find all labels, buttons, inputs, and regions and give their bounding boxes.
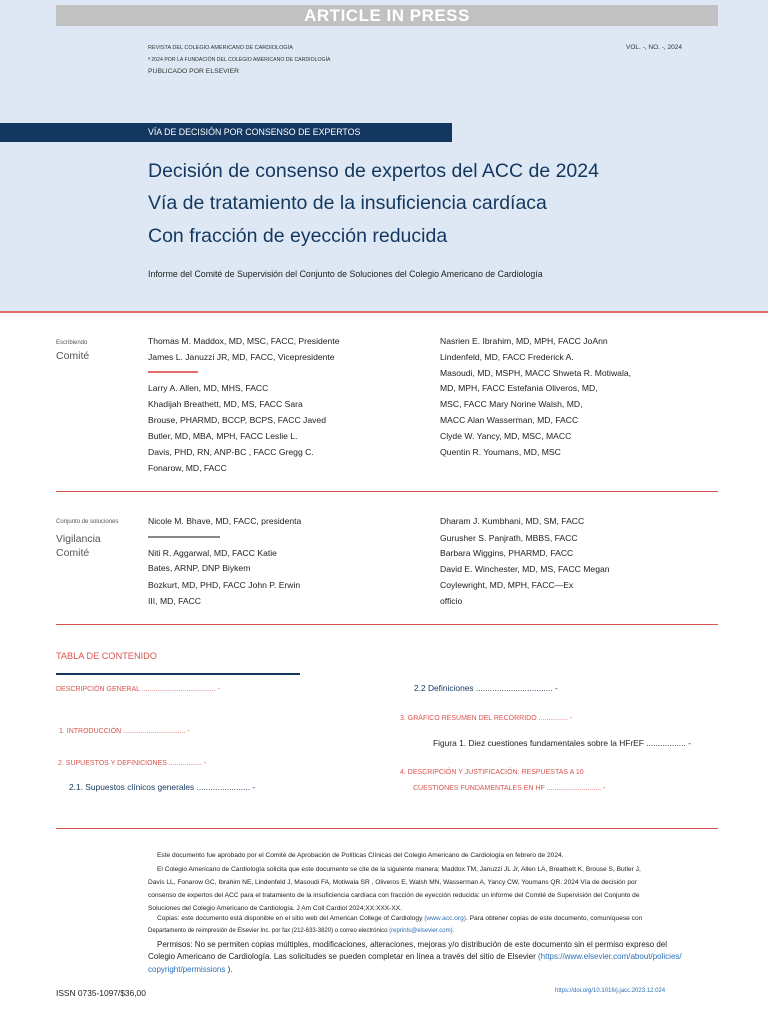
copyright-line: ª 2024 POR LA FUNDACIÓN DEL COLEGIO AMERICANO DE CARDIOLOGÍA <box>148 57 331 63</box>
writing-member-line: Khadijah Breathett, MD, MS, FACC Sara <box>148 399 303 409</box>
issn: ISSN 0735-1097/$36,00 <box>56 988 146 998</box>
writing-member-line: Masoudi, MD, MSPH, MACC Shweta R. Motiwala, <box>440 368 632 378</box>
oversight-member-line: Niti R. Aggarwal, MD, FACC Katie <box>148 548 277 558</box>
toc-divider <box>56 828 718 829</box>
writing-committee-label: Comité <box>56 350 90 362</box>
toc-link-introduction[interactable]: 1. INTRODUCCIÓN ................................ - <box>59 728 190 735</box>
approval-note: Este documento fue aprobado por el Comité de Aprobación de Políticas Clínicas del Colegio Americano de Cardiología en febrero de 2024. <box>157 852 564 859</box>
toc-link-assumptions[interactable]: 2. SUPUESTOS Y DEFINICIONES ................. - <box>58 760 207 767</box>
writing-member-line: Clyde W. Yancy, MD, MSC, MACC <box>440 431 572 441</box>
writing-member-line: MACC Alan Wasserman, MD, FACC <box>440 415 579 425</box>
doi-link[interactable]: https://doi.org/10.1016/j.jacc.2023.12.024 <box>555 988 666 994</box>
reprints-text: Departamento de reimpresión de Elsevier Inc. por fax (212-633-3820) o correo electrónico <box>148 928 390 934</box>
report-subtitle: Informe del Comité de Supervisión del Conjunto de Soluciones del Colegio Americano de Cardiología <box>148 269 543 279</box>
permissions-note-cont <box>148 952 682 961</box>
permissions-note: Permisos: No se permiten copias múltiples, modificaciones, alteraciones, mejoras y/o distribución de este documento sin el permiso expreso del <box>157 940 668 949</box>
committee-divider <box>56 491 718 492</box>
oversight-chair: Nicole M. Bhave, MD, FACC, presidenta <box>148 516 302 526</box>
toc-link-definitions[interactable]: 2.2 Definiciones ................................. - <box>414 683 558 693</box>
permissions-text: Colegio Americano de Cardiología. Las solicitudes se pueden completar en línea a través del sitio de Elsevier <box>148 952 538 961</box>
title-line-1: Decisión de consenso de expertos del ACC de 2024 <box>148 160 599 182</box>
oversight-member-line: officio <box>440 596 463 606</box>
oversight-committee-label-small: Conjunto de soluciones <box>56 519 119 525</box>
writing-chair: Thomas M. Maddox, MD, MSC, FACC, Presidente <box>148 336 340 346</box>
toc-link-figure-1[interactable]: Figura 1. Diez cuestiones fundamentales sobre la HFrEF ................. - <box>433 738 691 748</box>
toc-title: TABLA DE CONTENIDO <box>56 651 157 661</box>
chair-separator <box>148 371 198 373</box>
writing-committee-label-small: Escribiendo <box>56 340 88 346</box>
reprints-note <box>148 928 454 934</box>
writing-member-line: Butler, MD, MBA, MPH, FACC Leslie L. <box>148 431 298 441</box>
writing-member-line: Lindenfeld, MD, FACC Frederick A. <box>440 352 574 362</box>
copies-text: Copias: este documento está disponible en el sitio web del American College of Cardiology <box>157 915 425 922</box>
oversight-divider <box>56 624 718 625</box>
title-line-2: Vía de tratamiento de la insuficiencia cardíaca <box>148 192 547 214</box>
oversight-member-line: Gurusher S. Panjrath, MBBS, FACC <box>440 533 578 543</box>
writing-member-line: Brouse, PHARMD, BCCP, BCPS, FACC Javed <box>148 415 326 425</box>
oversight-committee-label-1: Vigilancia <box>56 533 101 545</box>
citation-line: El Colegio Americano de Cardiología solicita que este documento se cite de la siguiente manera: Maddox TM, Januzzi JL Jr, Allen LA, Breathett K, Brouse S, Butler J, <box>157 866 641 873</box>
copies-note <box>157 915 642 922</box>
oversight-member-line: Bozkurt, MD, PHD, FACC John P. Erwin <box>148 580 301 590</box>
oversight-member-line: Barbara Wiggins, PHARMD, FACC <box>440 548 574 558</box>
writing-member-line: Quentin R. Youmans, MD, MSC <box>440 447 561 457</box>
writing-member-line: MD, MPH, FACC Estefania Oliveros, MD, <box>440 383 598 393</box>
publisher-line: PUBLICADO POR ELSEVIER <box>148 68 240 75</box>
toc-link-summary-graphic[interactable]: 3. GRÁFICO RESUMEN DEL RECORRIDO ............... - <box>400 715 573 722</box>
title-line-3: Con fracción de eyección reducida <box>148 225 448 247</box>
writing-member-line: Nasrien E. Ibrahim, MD, MPH, FACC JoAnn <box>440 336 608 346</box>
article-category: VÍA DE DECISIÓN POR CONSENSO DE EXPERTOS <box>148 127 361 137</box>
toc-link-description-cont[interactable]: CUESTIONES FUNDAMENTALES EN HF ............................ - <box>413 785 606 792</box>
volume-info: VOL. -, NO. -, 2024 <box>626 44 682 51</box>
oversight-committee-label-2: Comité <box>56 547 90 559</box>
copies-text-cont: . Para obtener copias de este documento, comuníquese con <box>465 915 643 922</box>
writing-member-line: Larry A. Allen, MD, MHS, FACC <box>148 383 269 393</box>
oversight-member-line: Coylewright, MD, MPH, FACC—Ex <box>440 580 574 590</box>
toc-underline <box>56 673 300 675</box>
header-divider <box>0 311 768 313</box>
acc-website-link[interactable]: (www.acc.org) <box>424 915 466 922</box>
elsevier-permissions-link[interactable]: (https://www.elsevier.com/about/policies/ <box>538 952 682 961</box>
citation-line: consenso de expertos del ACC para el tratamiento de la insuficiencia cardíaca con fracción de eyección reducida: un informe del Comité de Supervisión del Conjunto de <box>148 892 640 899</box>
reprints-email-link[interactable]: (reprints@elsevier.com). <box>389 928 455 934</box>
writing-member-line: Davis, PHD, RN, ANP-BC , FACC Gregg C. <box>148 447 314 457</box>
article-in-press-banner: ARTICLE IN PRESS <box>56 5 718 26</box>
elsevier-permissions-link-cont[interactable]: copyright/permissions <box>148 965 226 974</box>
writing-member-line: MSC, FACC Mary Norine Walsh, MD, <box>440 399 583 409</box>
permissions-note-end <box>148 965 232 974</box>
permissions-end-text: ). <box>225 965 233 974</box>
oversight-member-line: David E. Winchester, MD, MS, FACC Megan <box>440 564 610 574</box>
writing-member-line: Fonarow, MD, FACC <box>148 463 227 473</box>
citation-line: Soluciones del Colegio Americano de Cardiología. J Am Coll Cardiol 2024;XX:XXX-XX. <box>148 905 402 912</box>
writing-vice-chair: James L. Januzzi JR, MD, FACC, Vicepresidente <box>148 352 335 362</box>
oversight-member-line: Bates, ARNP, DNP Biykem <box>148 563 251 573</box>
citation-line: Davis LL, Fonarow GC, Ibrahim NE, Lindenfeld J, Masoudi FA, Motiwala SR , Oliveros E, Walsh MN, Wasserman A, Yancy CW, Youmans QR. 2024 Vía de decisión por <box>148 879 637 886</box>
toc-link-overview[interactable]: DESCRIPCIÓN GENERAL ...................................... - <box>56 686 220 693</box>
journal-name: REVISTA DEL COLEGIO AMERICANO DE CARDIOLOGÍA <box>148 45 293 51</box>
oversight-member-line: Dharam J. Kumbhani, MD, SM, FACC <box>440 516 585 526</box>
oversight-chair-separator <box>148 536 220 538</box>
oversight-member-line: III, MD, FACC <box>148 596 201 606</box>
toc-link-clinical-assumptions[interactable]: 2.1. Supuestos clínicos generales ....................... - <box>69 782 256 792</box>
toc-link-description[interactable]: 4. DESCRIPCIÓN Y JUSTIFICACIÓN: RESPUESTAS A 10 <box>400 769 584 776</box>
